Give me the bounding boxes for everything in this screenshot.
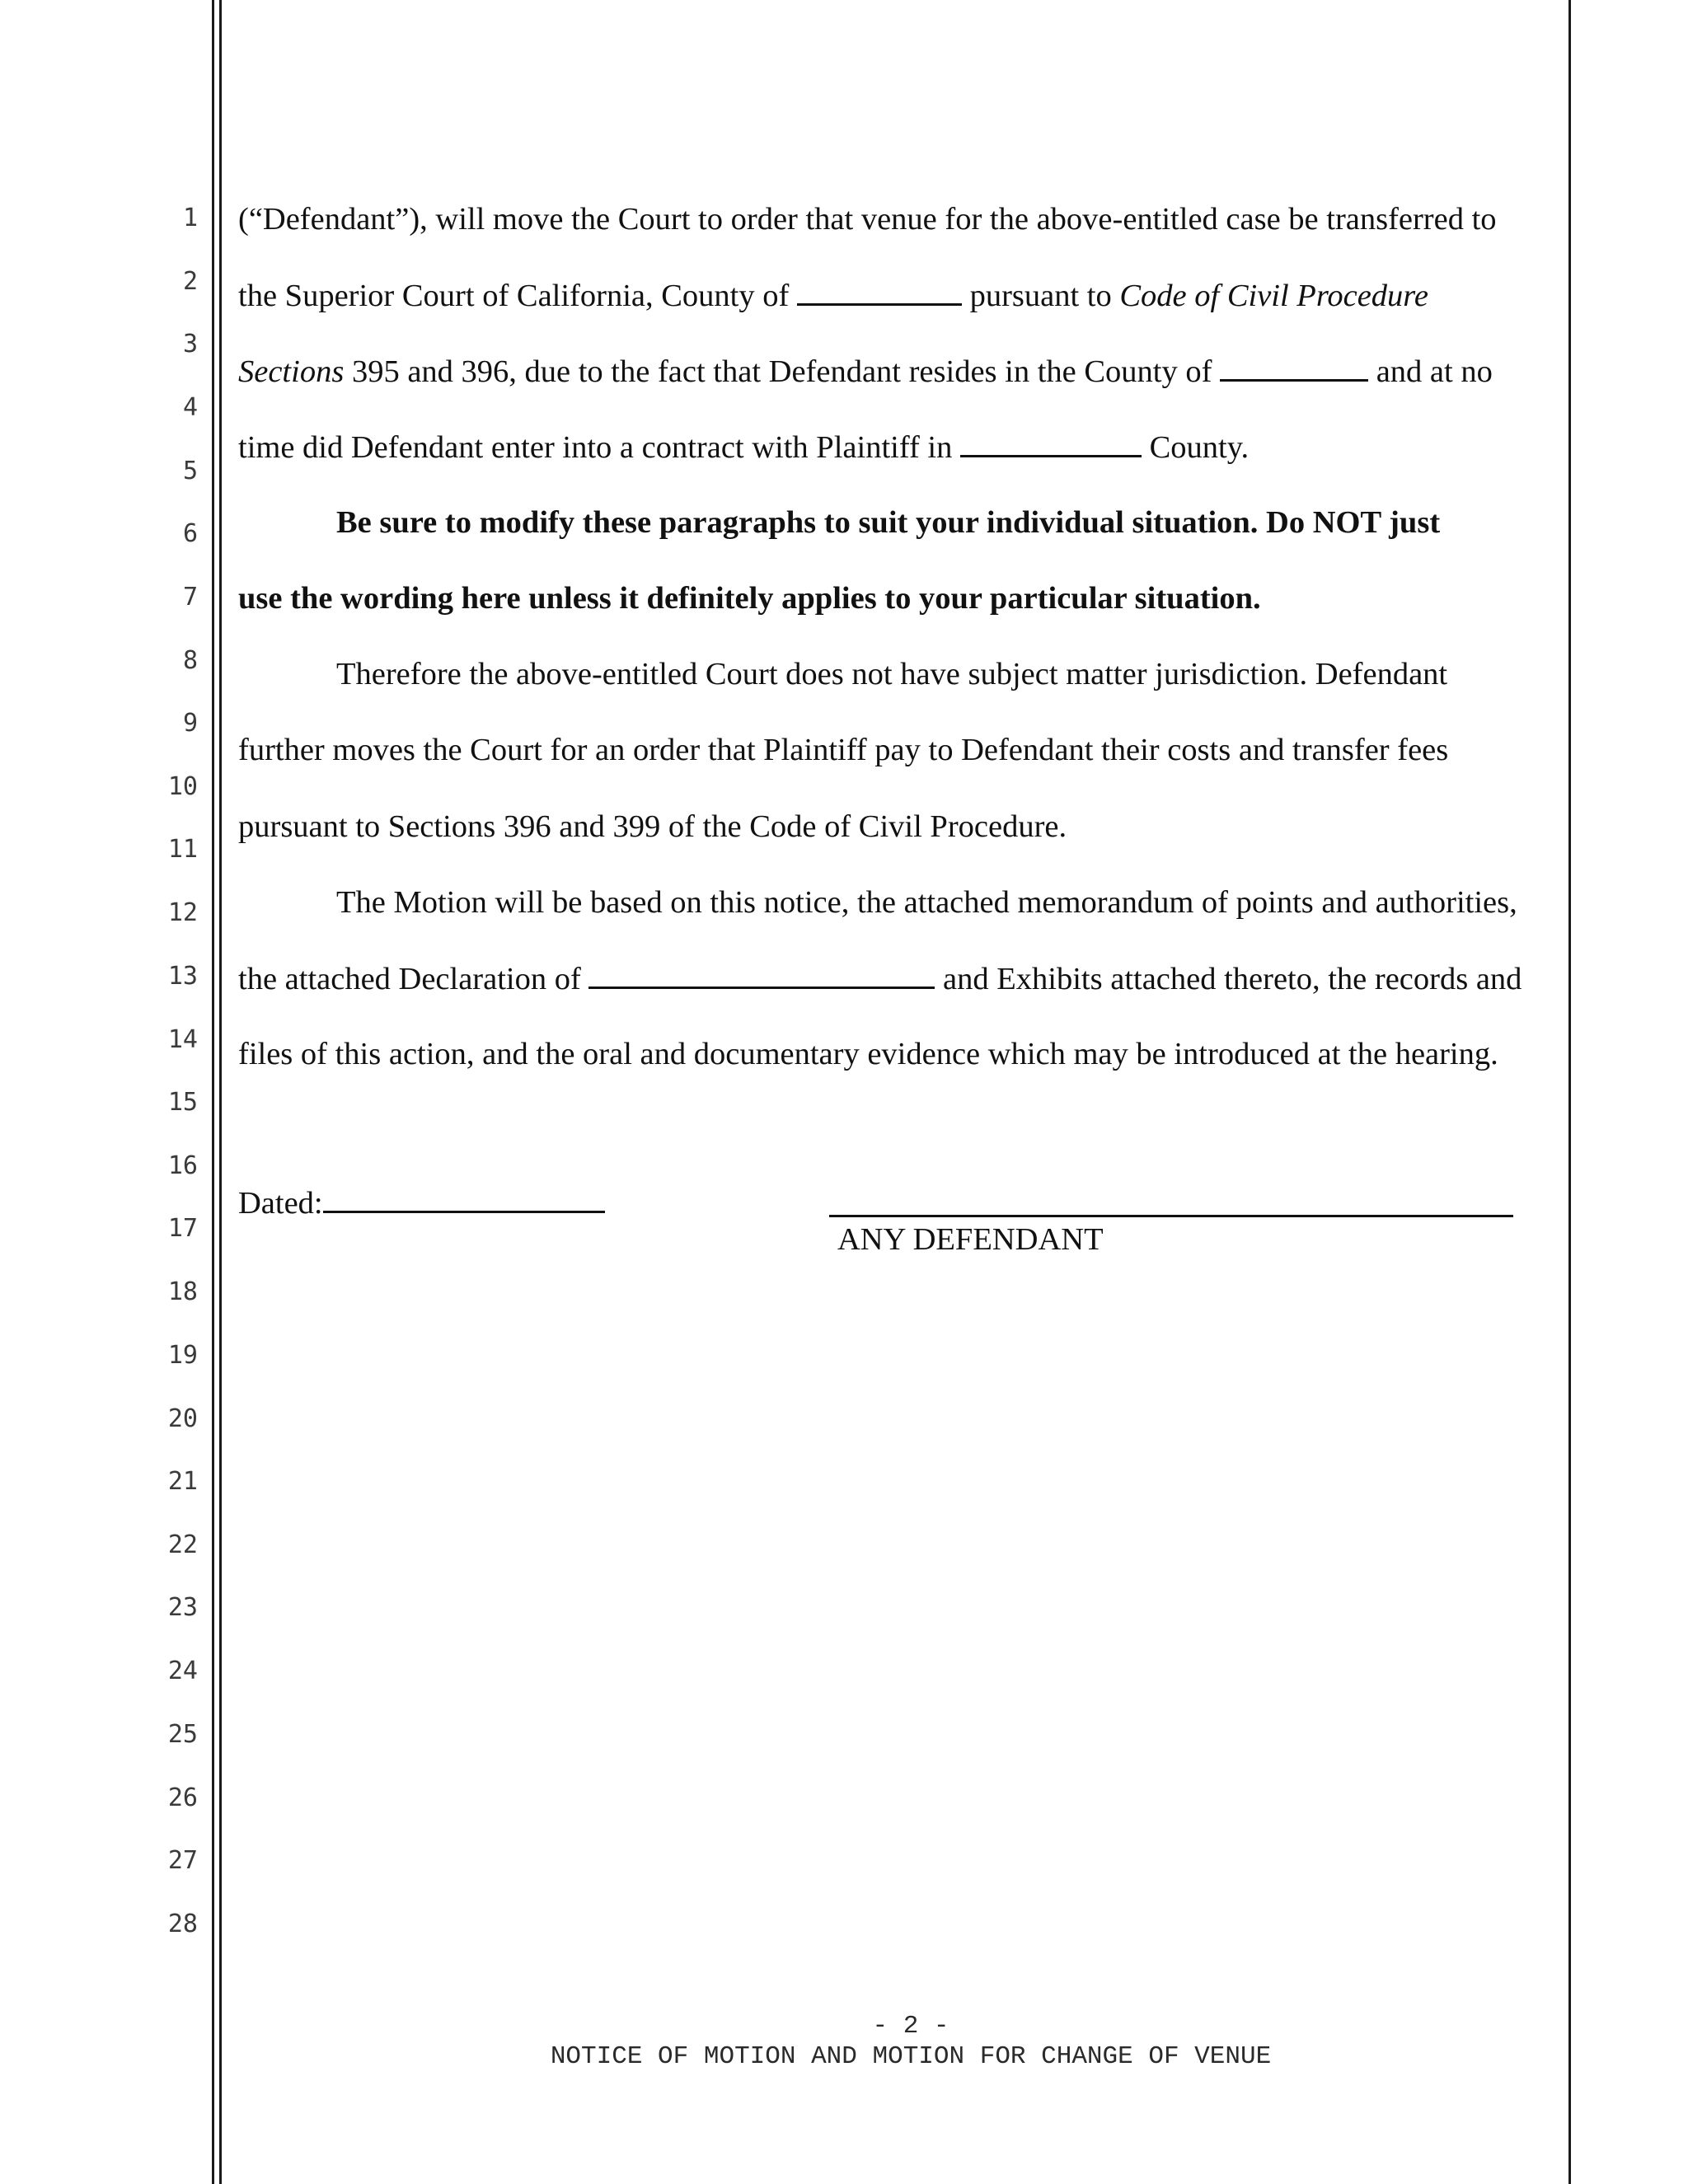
dated-line (238, 1183, 605, 1223)
line-number: 13 (167, 962, 198, 991)
line-number: 3 (182, 330, 198, 359)
paragraph3-line3: files of this action, and the oral and documentary evidence which may be introduced at the hearing. (238, 1037, 1498, 1071)
text: and Exhibits attached thereto, the records and (935, 962, 1522, 996)
line-number: 17 (167, 1214, 198, 1243)
line-number: 23 (167, 1593, 198, 1622)
line-number: 28 (167, 1910, 198, 1938)
line-number: 10 (167, 772, 198, 801)
text: pursuant to (961, 279, 1120, 313)
line-number: 8 (182, 646, 198, 675)
right-margin-rule (1568, 0, 1571, 2184)
line-number: 5 (182, 457, 198, 485)
line-number: 6 (182, 519, 198, 548)
line-number: 16 (167, 1151, 198, 1180)
left-margin-rule-outer (212, 0, 214, 2184)
line-number: 14 (167, 1025, 198, 1054)
line-number: 24 (167, 1657, 198, 1685)
line-number: 11 (167, 835, 198, 864)
text: 395 and 396, due to the fact that Defendant resides in the County of (344, 354, 1221, 389)
text: (“Defendant”), will move the Court to order that venue for the above-entitled case be transferred to (238, 202, 1497, 237)
line-number: 26 (167, 1783, 198, 1812)
line-number: 9 (182, 709, 198, 738)
paragraph2-line2: further moves the Court for an order that Plaintiff pay to Defendant their costs and transfer fees (238, 733, 1449, 767)
page-number: - 2 - (872, 2012, 950, 2041)
dated-label: Dated: (238, 1186, 323, 1221)
line-number: 21 (167, 1467, 198, 1496)
line-number: 1 (182, 204, 198, 232)
text: and at no (1368, 354, 1493, 389)
declarant-blank-field[interactable] (588, 958, 935, 989)
line-number: 12 (167, 898, 198, 927)
left-margin-rule-inner (219, 0, 222, 2184)
paragraph2-line1: Therefore the above-entitled Court does not have subject matter jurisdiction. Defendant (336, 657, 1448, 691)
warning-line2: use the wording here unless it definitely applies to your particular situation. (238, 581, 1261, 616)
signature-line[interactable] (829, 1215, 1513, 1217)
date-blank-field[interactable] (323, 1183, 605, 1213)
signer-name: ANY DEFENDANT (837, 1222, 1104, 1257)
line-number: 19 (167, 1341, 198, 1370)
document-title-footer: NOTICE OF MOTION AND MOTION FOR CHANGE OF VENUE (550, 2042, 1272, 2071)
paragraph2-line3: pursuant to Sections 396 and 399 of the Code of Civil Procedure. (238, 809, 1067, 844)
line-number: 4 (182, 393, 198, 422)
line-number: 22 (167, 1530, 198, 1559)
line-number: 18 (167, 1277, 198, 1306)
county-blank-field[interactable] (797, 275, 962, 306)
paragraph1-line4 (238, 427, 1249, 467)
residence-county-blank-field[interactable] (1220, 351, 1368, 382)
citation-italic: Code of Civil Procedure (1119, 279, 1428, 313)
line-number: 2 (182, 267, 198, 296)
line-number: 20 (167, 1404, 198, 1433)
text: time did Defendant enter into a contract with Plaintiff in (238, 430, 960, 465)
line-number: 7 (182, 583, 198, 612)
text: the attached Declaration of (238, 962, 589, 996)
line-number: 25 (167, 1720, 198, 1749)
line-number: 27 (167, 1846, 198, 1875)
text: County. (1142, 430, 1250, 465)
citation-italic: Sections (238, 354, 345, 389)
paragraph1-line1 (238, 199, 1497, 239)
paragraph1-line2 (238, 275, 1428, 316)
text: the Superior Court of California, County of (238, 279, 797, 313)
warning-line1: Be sure to modify these paragraphs to suit your individual situation. Do NOT just (336, 505, 1441, 540)
line-number: 15 (167, 1088, 198, 1117)
paragraph1-line3 (238, 351, 1493, 391)
paragraph3-line2 (238, 958, 1522, 999)
contract-county-blank-field[interactable] (960, 427, 1142, 457)
paragraph3-line1: The Motion will be based on this notice, the attached memorandum of points and authorities, (336, 885, 1517, 920)
